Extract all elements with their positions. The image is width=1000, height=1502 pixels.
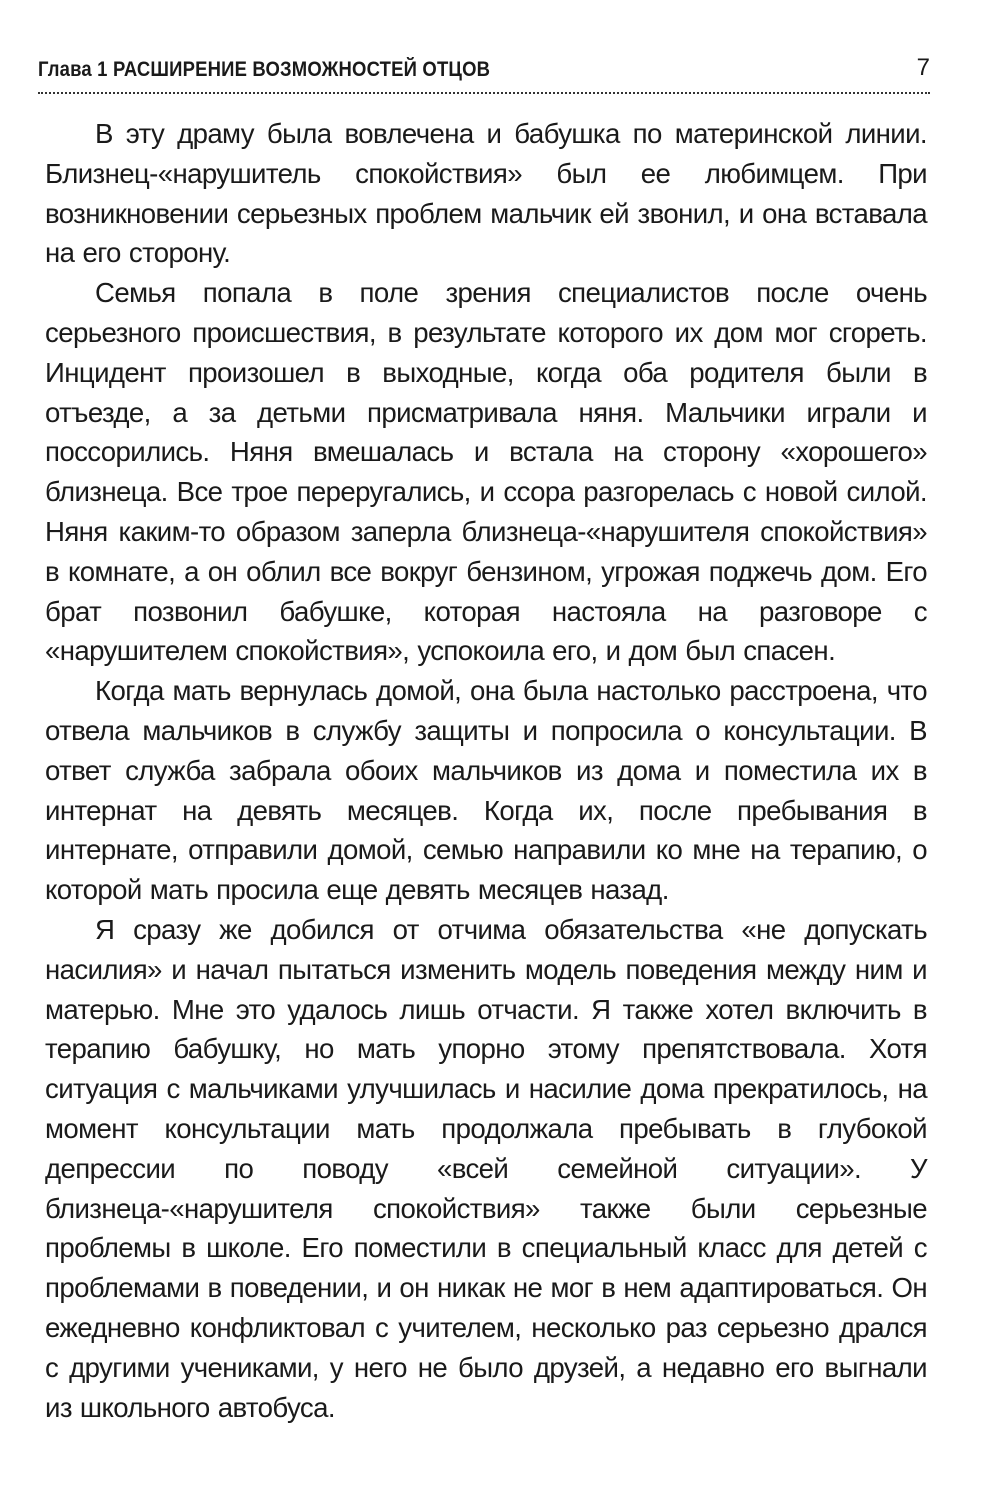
paragraph: Семья попала в поле зрения специалистов после очень серьезного происшествия, в результате которого их дом мог сгореть. Инцидент произошел в выходные, когда оба родителя были в отъезде, а за детьми присматривала няня. Мальчики играли и поссорились. Няня вмешалась и встала на сторону «хорошего» близнеца. Все трое переругались, и ссора разгорелась с новой силой. Няня каким-то образом заперла близнеца-«нарушителя спокойствия» в комнате, а он облил все вокруг бензином, угрожая поджечь дом. Его брат позвонил бабушке, которая настояла на разговоре с «нарушителем спокойствия», успокоила его, и дом был спасен. xyxy=(45,277,927,667)
chapter-title: РАСШИРЕНИЕ ВОЗМОЖНОСТЕЙ ОТЦОВ xyxy=(112,58,491,81)
chapter-label: Глава 1 xyxy=(38,58,108,81)
page-number: 7 xyxy=(916,54,930,81)
paragraph: Когда мать вернулась домой, она была настолько расстроена, что отвела мальчиков в службу защиты и попросила о консультации. В ответ служба забрала обоих мальчиков из дома и поместила их в интернат на девять месяцев. Когда их, после пребывания в интернате, отправили домой, семью направили ко мне на терапию, о которой мать просила еще девять месяцев назад. xyxy=(45,675,927,906)
body-text xyxy=(45,114,927,1427)
paragraph: В эту драму была вовлечена и бабушка по материнской линии. Близнец-«нарушитель спокойствия» был ее любимцем. При возникновении серьезных проблем мальчик ей звонил, и она вставала на его сторону. xyxy=(45,118,927,269)
paragraph: Я сразу же добился от отчима обязательства «не допускать насилия» и начал пытаться изменить модель поведения между ним и матерью. Мне это удалось лишь отчасти. Я также хотел включить в терапию бабушку, но мать упорно этому препятствовала. Хотя ситуация с мальчиками улучшилась и насилие дома прекратилось, на момент консультации мать продолжала пребывать в глубокой депрессии по поводу «всей семейной ситуации». У близнеца-«нарушителя спокойствия» также были серьезные проблемы в школе. Его поместили в специальный класс для детей с проблемами в поведении, и он никак не мог в нем адаптироваться. Он ежедневно конфликтовал с учителем, несколько раз серьезно дрался с другими учениками, у него не было друзей, а недавно его выгнали из школьного автобуса. xyxy=(45,913,927,1423)
running-head xyxy=(38,52,930,94)
running-title xyxy=(38,58,490,82)
